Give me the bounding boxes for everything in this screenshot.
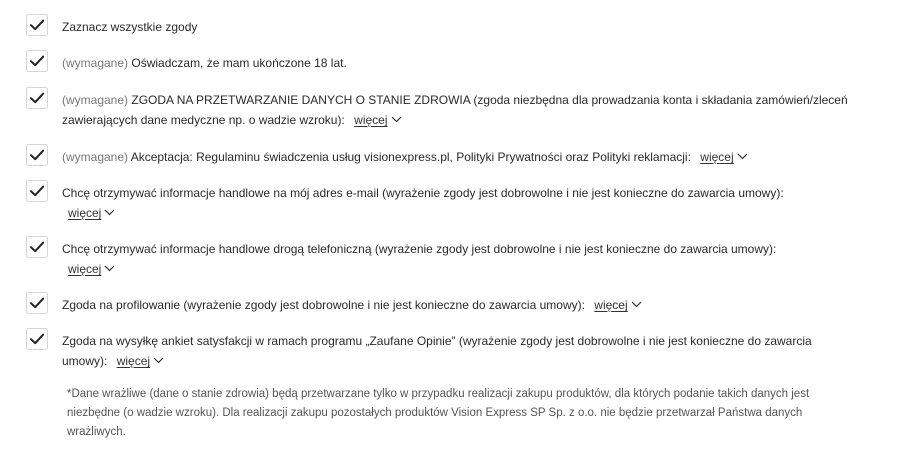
consent-text <box>62 239 852 279</box>
checkmark-icon <box>26 292 48 314</box>
consent-checkbox-surveys[interactable] <box>26 328 48 350</box>
chevron-down-icon[interactable] <box>153 357 164 364</box>
chevron-down-icon[interactable] <box>104 265 115 272</box>
consent-checkbox-health-data[interactable] <box>26 87 48 109</box>
required-prefix: (wymagane) <box>62 56 129 70</box>
more-link[interactable]: więcej <box>68 262 102 276</box>
more-link[interactable]: więcej <box>68 206 102 220</box>
consent-checkbox-email-marketing[interactable] <box>26 180 48 202</box>
consent-checkbox-terms[interactable] <box>26 144 48 166</box>
consent-label: Chcę otrzymywać informacje handlowe na mój adres e-mail (wyrażenie zgody jest dobrowolne i nie jest konieczne do zawarcia umowy): <box>62 186 784 200</box>
required-prefix: (wymagane) <box>62 93 129 107</box>
chevron-down-icon[interactable] <box>737 153 748 160</box>
required-prefix: (wymagane) <box>62 150 129 164</box>
checkmark-icon <box>26 180 48 202</box>
consent-text <box>62 147 852 167</box>
consent-label: Chcę otrzymywać informacje handlowe drogą telefoniczną (wyrażenie zgody jest dobrowolne i nie jest konieczne do zawarcia umowy): <box>62 242 777 256</box>
checkmark-icon <box>26 50 48 72</box>
checkmark-icon <box>26 236 48 258</box>
more-link[interactable]: więcej <box>700 150 734 164</box>
consent-label: ZGODA NA PRZETWARZANIE DANYCH O STANIE ZDROWIA (zgoda niezbędna dla prowadzania konta i składania zamówień/zleceń zawierających dane medyczne np. o wadzie wzroku): <box>62 93 848 127</box>
consent-text <box>62 53 852 73</box>
consent-label: Zaznacz wszystkie zgody <box>62 20 198 34</box>
sensitive-data-footnote: *Dane wrażliwe (dane o stanie zdrowia) będą przetwarzane tylko w przypadku realizacji zakupu produktów, dla których podanie takich danych jest niezbędne (o wadzie wzroku). Dla realizacji zakupu pozostałych produktów Vision Express SP Sp. z o.o. nie będzie przetwarzał Państwa danych wrażliwych. <box>67 388 810 438</box>
consent-text <box>62 90 852 130</box>
consent-label: Zgoda na wysyłkę ankiet satysfakcji w ramach programu „Zaufane Opinie” (wyrażenie zgody jest dobrowolne i nie jest konieczne do zawarcia umowy): <box>62 334 812 368</box>
more-link[interactable]: więcej <box>354 113 388 127</box>
consent-checkbox-age[interactable] <box>26 50 48 72</box>
chevron-down-icon[interactable] <box>104 209 115 216</box>
consent-label: Zgoda na profilowanie (wyrażenie zgody jest dobrowolne i nie jest konieczne do zawarcia umowy): <box>62 298 585 312</box>
consent-checkbox-profiling[interactable] <box>26 292 48 314</box>
consent-label: Oświadczam, że mam ukończone 18 lat. <box>131 56 347 70</box>
checkmark-icon <box>26 328 48 350</box>
consent-checkbox-phone-marketing[interactable] <box>26 236 48 258</box>
more-link[interactable]: więcej <box>116 354 151 368</box>
consent-text <box>62 183 852 223</box>
more-link[interactable]: więcej <box>594 298 628 312</box>
consent-label: Akceptacja: Regulaminu świadczenia usług visionexpress.pl, Polityki Prywatności oraz Polityki reklamacji: <box>130 150 691 164</box>
checkmark-icon <box>26 144 48 166</box>
chevron-down-icon[interactable] <box>631 301 642 308</box>
consent-checkbox-select-all[interactable] <box>26 14 48 36</box>
chevron-down-icon[interactable] <box>391 116 402 123</box>
consent-text <box>62 17 852 37</box>
checkmark-icon <box>26 87 48 109</box>
consent-text <box>62 295 852 315</box>
consent-text <box>62 331 852 371</box>
checkmark-icon <box>26 14 48 36</box>
